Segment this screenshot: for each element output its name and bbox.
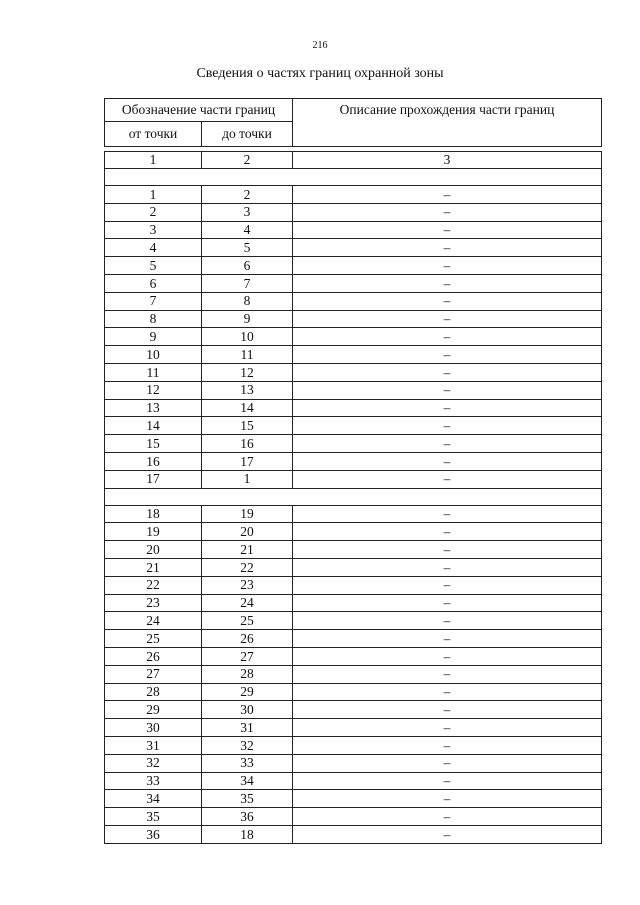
to-point-cell: 26 xyxy=(202,630,293,648)
description-cell: – xyxy=(293,630,602,648)
description-cell: – xyxy=(293,292,602,310)
from-point-cell: 17 xyxy=(105,470,202,488)
table-row xyxy=(105,630,602,648)
description-cell: – xyxy=(293,790,602,808)
from-point-cell: 26 xyxy=(105,647,202,665)
table-row xyxy=(105,701,602,719)
table-row xyxy=(105,292,602,310)
description-cell: – xyxy=(293,719,602,737)
description-cell: – xyxy=(293,825,602,843)
to-point-cell: 14 xyxy=(202,399,293,417)
description-cell: – xyxy=(293,417,602,435)
table-row xyxy=(105,576,602,594)
to-point-cell: 4 xyxy=(202,221,293,239)
to-point-cell: 25 xyxy=(202,612,293,630)
from-point-cell: 11 xyxy=(105,363,202,381)
table-row xyxy=(105,257,602,275)
to-point-cell: 3 xyxy=(202,203,293,221)
to-point-cell: 1 xyxy=(202,470,293,488)
from-point-cell: 29 xyxy=(105,701,202,719)
from-point-cell: 4 xyxy=(105,239,202,257)
to-point-cell: 36 xyxy=(202,808,293,826)
section-separator-cell xyxy=(105,488,602,505)
table-row xyxy=(105,470,602,488)
to-point-cell: 7 xyxy=(202,274,293,292)
description-cell: – xyxy=(293,186,602,204)
from-point-cell: 18 xyxy=(105,505,202,523)
to-point-cell: 35 xyxy=(202,790,293,808)
from-point-cell: 28 xyxy=(105,683,202,701)
table-row xyxy=(105,719,602,737)
column-number-row xyxy=(105,152,602,169)
table-row xyxy=(105,239,602,257)
table-row xyxy=(105,772,602,790)
from-point-cell: 15 xyxy=(105,435,202,453)
from-point-cell: 3 xyxy=(105,221,202,239)
description-cell: – xyxy=(293,399,602,417)
from-point-cell: 25 xyxy=(105,630,202,648)
table-row xyxy=(105,328,602,346)
description-cell: – xyxy=(293,203,602,221)
to-point-cell: 9 xyxy=(202,310,293,328)
to-point-cell: 24 xyxy=(202,594,293,612)
description-cell: – xyxy=(293,346,602,364)
to-point-cell: 27 xyxy=(202,647,293,665)
to-point-cell: 20 xyxy=(202,523,293,541)
from-point-cell: 24 xyxy=(105,612,202,630)
to-point-cell: 29 xyxy=(202,683,293,701)
to-point-cell: 2 xyxy=(202,186,293,204)
from-point-cell: 9 xyxy=(105,328,202,346)
to-point-cell: 13 xyxy=(202,381,293,399)
from-point-cell: 20 xyxy=(105,541,202,559)
description-cell: – xyxy=(293,701,602,719)
table-row xyxy=(105,736,602,754)
table-row xyxy=(105,381,602,399)
from-point-cell: 5 xyxy=(105,257,202,275)
description-cell: – xyxy=(293,452,602,470)
from-point-cell: 35 xyxy=(105,808,202,826)
from-point-cell: 22 xyxy=(105,576,202,594)
document-title: Сведения о частях границ охранной зоны xyxy=(196,66,444,81)
table-row xyxy=(105,363,602,381)
section-separator-row xyxy=(105,488,602,505)
column-number: 3 xyxy=(293,152,602,169)
description-cell: – xyxy=(293,435,602,453)
table-row xyxy=(105,612,602,630)
to-point-cell: 6 xyxy=(202,257,293,275)
from-point-cell: 12 xyxy=(105,381,202,399)
from-point-cell: 8 xyxy=(105,310,202,328)
section-separator-cell xyxy=(105,169,602,186)
header-to-point: до точки xyxy=(202,122,293,147)
table-row xyxy=(105,523,602,541)
description-cell: – xyxy=(293,594,602,612)
description-cell: – xyxy=(293,772,602,790)
to-point-cell: 21 xyxy=(202,541,293,559)
description-cell: – xyxy=(293,576,602,594)
description-cell: – xyxy=(293,683,602,701)
to-point-cell: 32 xyxy=(202,736,293,754)
from-point-cell: 31 xyxy=(105,736,202,754)
description-cell: – xyxy=(293,541,602,559)
column-number: 2 xyxy=(202,152,293,169)
to-point-cell: 11 xyxy=(202,346,293,364)
description-cell: – xyxy=(293,523,602,541)
table-row xyxy=(105,435,602,453)
to-point-cell: 8 xyxy=(202,292,293,310)
header-description: Описание прохождения части границ xyxy=(293,99,602,147)
to-point-cell: 28 xyxy=(202,665,293,683)
from-point-cell: 14 xyxy=(105,417,202,435)
to-point-cell: 10 xyxy=(202,328,293,346)
description-cell: – xyxy=(293,363,602,381)
table-row xyxy=(105,754,602,772)
description-cell: – xyxy=(293,239,602,257)
from-point-cell: 6 xyxy=(105,274,202,292)
to-point-cell: 17 xyxy=(202,452,293,470)
from-point-cell: 2 xyxy=(105,203,202,221)
page-number: 216 xyxy=(312,40,328,51)
to-point-cell: 31 xyxy=(202,719,293,737)
table-row xyxy=(105,203,602,221)
to-point-cell: 22 xyxy=(202,558,293,576)
from-point-cell: 16 xyxy=(105,452,202,470)
description-cell: – xyxy=(293,257,602,275)
to-point-cell: 12 xyxy=(202,363,293,381)
to-point-cell: 30 xyxy=(202,701,293,719)
table-body xyxy=(105,147,602,844)
description-cell: – xyxy=(293,558,602,576)
table-row xyxy=(105,665,602,683)
description-cell: – xyxy=(293,808,602,826)
description-cell: – xyxy=(293,381,602,399)
description-cell: – xyxy=(293,274,602,292)
description-cell: – xyxy=(293,665,602,683)
description-cell: – xyxy=(293,505,602,523)
table-row xyxy=(105,505,602,523)
description-cell: – xyxy=(293,310,602,328)
table-row xyxy=(105,825,602,843)
table-row xyxy=(105,683,602,701)
from-point-cell: 7 xyxy=(105,292,202,310)
table-row xyxy=(105,808,602,826)
table-row xyxy=(105,346,602,364)
to-point-cell: 5 xyxy=(202,239,293,257)
column-number: 1 xyxy=(105,152,202,169)
from-point-cell: 33 xyxy=(105,772,202,790)
to-point-cell: 15 xyxy=(202,417,293,435)
description-cell: – xyxy=(293,328,602,346)
table-row xyxy=(105,541,602,559)
table-row xyxy=(105,186,602,204)
table-row xyxy=(105,399,602,417)
table-row xyxy=(105,310,602,328)
to-point-cell: 16 xyxy=(202,435,293,453)
from-point-cell: 19 xyxy=(105,523,202,541)
header-boundary-designation: Обозначение части границ xyxy=(105,99,293,122)
to-point-cell: 34 xyxy=(202,772,293,790)
description-cell: – xyxy=(293,736,602,754)
from-point-cell: 1 xyxy=(105,186,202,204)
from-point-cell: 36 xyxy=(105,825,202,843)
table-row xyxy=(105,452,602,470)
from-point-cell: 13 xyxy=(105,399,202,417)
to-point-cell: 18 xyxy=(202,825,293,843)
to-point-cell: 19 xyxy=(202,505,293,523)
description-cell: – xyxy=(293,612,602,630)
from-point-cell: 27 xyxy=(105,665,202,683)
table-row xyxy=(105,594,602,612)
from-point-cell: 10 xyxy=(105,346,202,364)
table-row xyxy=(105,558,602,576)
from-point-cell: 21 xyxy=(105,558,202,576)
section-separator-row xyxy=(105,169,602,186)
description-cell: – xyxy=(293,221,602,239)
from-point-cell: 32 xyxy=(105,754,202,772)
description-cell: – xyxy=(293,470,602,488)
to-point-cell: 23 xyxy=(202,576,293,594)
description-cell: – xyxy=(293,647,602,665)
table-row xyxy=(105,790,602,808)
to-point-cell: 33 xyxy=(202,754,293,772)
header-from-point: от точки xyxy=(105,122,202,147)
table-row xyxy=(105,647,602,665)
table-row xyxy=(105,221,602,239)
from-point-cell: 34 xyxy=(105,790,202,808)
table-row xyxy=(105,274,602,292)
from-point-cell: 23 xyxy=(105,594,202,612)
boundary-table xyxy=(104,98,602,844)
from-point-cell: 30 xyxy=(105,719,202,737)
table-row xyxy=(105,417,602,435)
description-cell: – xyxy=(293,754,602,772)
